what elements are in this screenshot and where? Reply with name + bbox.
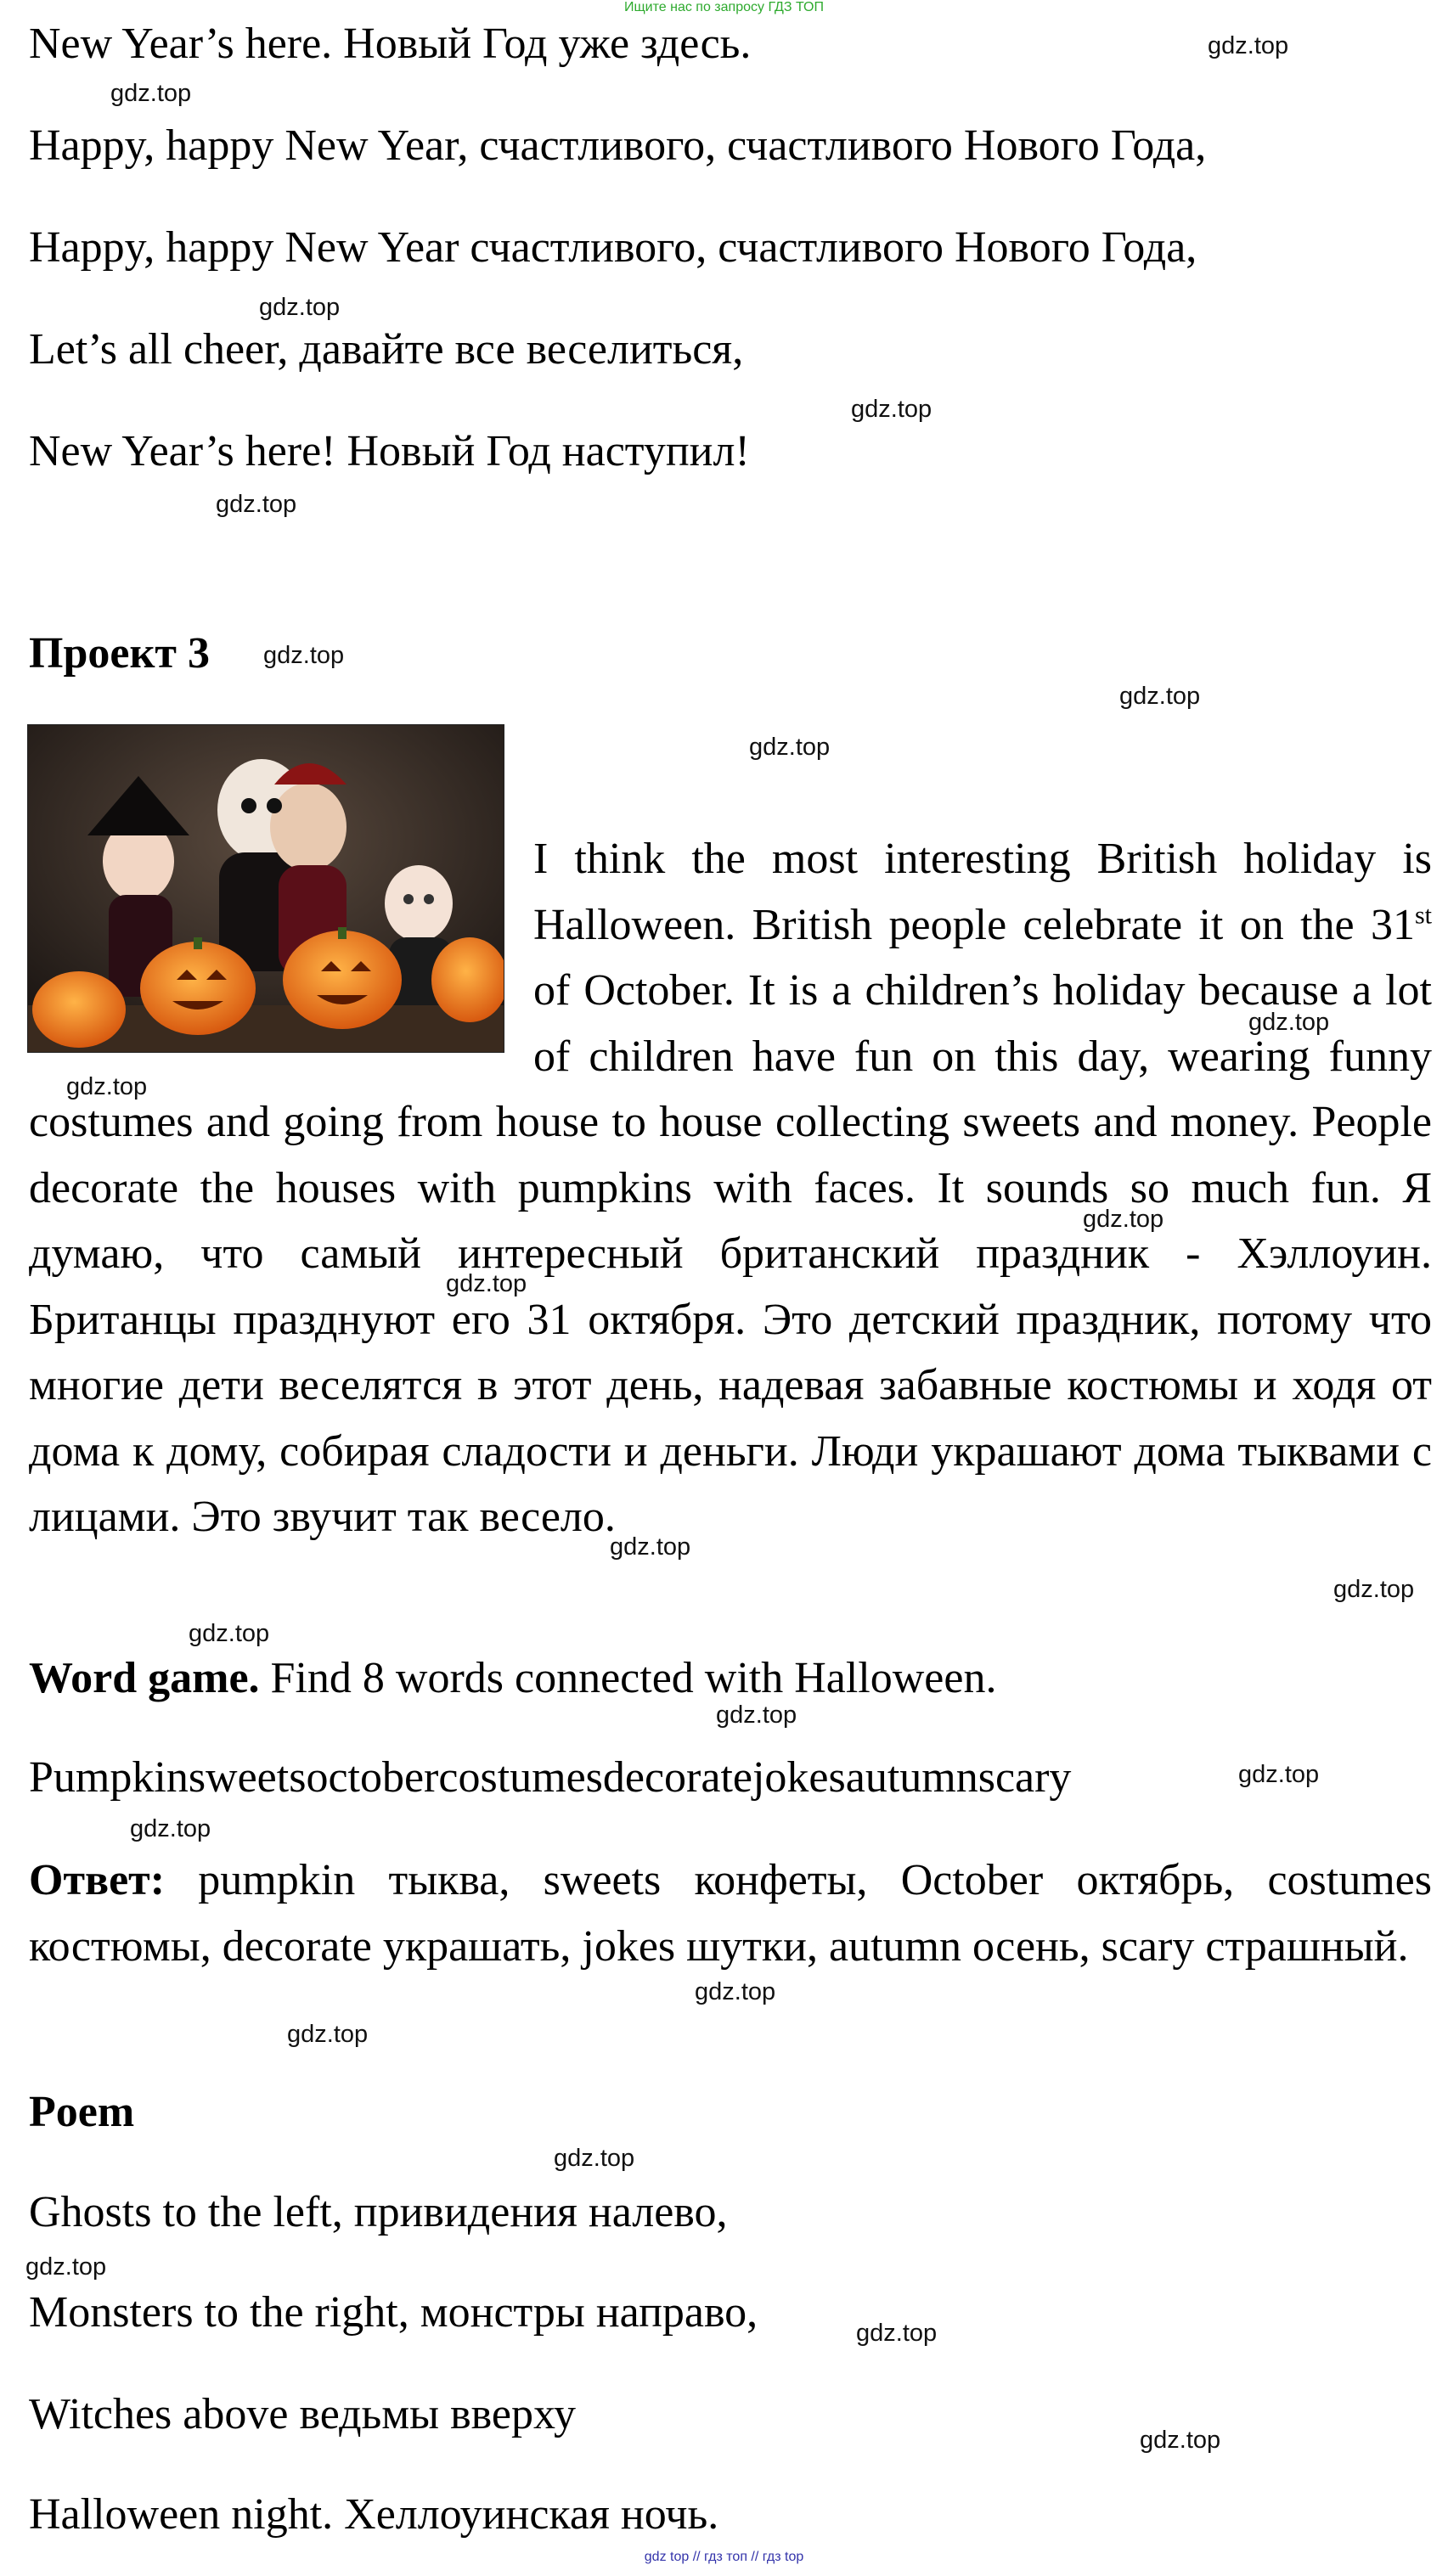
watermark: gdz.top bbox=[25, 2253, 107, 2281]
word-game-task: Find 8 words connected with Halloween. bbox=[259, 1654, 997, 1702]
watermark: gdz.top bbox=[1083, 1206, 1164, 1233]
watermark: gdz.top bbox=[749, 734, 831, 761]
song-line-2: Happy, happy New Year, счастливого, счастливого Нового Года, bbox=[29, 121, 1207, 170]
song-line-3: Happy, happy New Year счастливого, счастливого Нового Года, bbox=[29, 223, 1197, 272]
watermark: gdz.top bbox=[66, 1073, 148, 1100]
project-heading: Проект 3 bbox=[29, 629, 210, 678]
watermark: gdz.top bbox=[695, 1978, 776, 2005]
essay-superscript: st bbox=[1414, 901, 1432, 930]
watermark: gdz.top bbox=[554, 2145, 635, 2172]
essay-text-1: I think the most interesting British holiday is Halloween. British people celebrate it on the 31 bbox=[533, 835, 1432, 949]
essay-paragraph bbox=[29, 826, 1432, 1550]
song-line-4: Let’s all cheer, давайте все веселиться, bbox=[29, 325, 744, 374]
word-game-label: Word game. bbox=[29, 1654, 260, 1702]
word-game-line bbox=[29, 1653, 996, 1704]
watermark: gdz.top bbox=[216, 491, 297, 518]
poem-line-3: Witches above ведьмы вверху bbox=[29, 2390, 577, 2438]
watermark: gdz.top bbox=[287, 2021, 369, 2048]
watermark: gdz.top bbox=[263, 642, 345, 669]
watermark: gdz.top bbox=[1333, 1576, 1415, 1603]
poem-line-4: Halloween night. Хеллоуинская ночь. bbox=[29, 2490, 719, 2539]
watermark: gdz.top bbox=[110, 80, 192, 107]
bottom-banner: gdz top // гдз топ // гдз top bbox=[644, 2550, 804, 2564]
watermark: gdz.top bbox=[446, 1270, 527, 1297]
song-line-5: New Year’s here! Новый Год наступил! bbox=[29, 427, 750, 475]
watermark: gdz.top bbox=[1208, 32, 1289, 59]
watermark: gdz.top bbox=[716, 1701, 797, 1729]
song-line-1: New Year’s here. Новый Год уже здесь. bbox=[29, 20, 752, 68]
poem-line-2: Monsters to the right, монстры направо, bbox=[29, 2288, 758, 2337]
poem-heading: Poem bbox=[29, 2088, 135, 2136]
watermark: gdz.top bbox=[610, 1533, 691, 1561]
word-game-letters: Pumpkinsweetsoctobercostumesdecoratejokesautumnscary bbox=[29, 1753, 1072, 1802]
watermark: gdz.top bbox=[259, 294, 341, 321]
watermark: gdz.top bbox=[130, 1815, 211, 1842]
answer-label: Ответ: bbox=[29, 1856, 166, 1904]
top-banner: Ищите нас по запросу ГДЗ ТОП bbox=[624, 0, 824, 14]
poem-line-1: Ghosts to the left, привидения налево, bbox=[29, 2188, 728, 2236]
watermark: gdz.top bbox=[1238, 1761, 1320, 1788]
essay-text-2: of October. It is a children’s holiday because a lot of children have fun on this day, wearing funny costumes and going from house to house collecting sweets and money. People decorate the houses with pumpkins with faces. It sounds so much fun. Я думаю, что самый интересный британский праздник - Хэллоуин. Британцы празднуют его 31 октября. Это детский праздник, потому что многие дети веселятся в этот день, надевая забавные костюмы и ходя от дома к дому, собирая сладости и деньги. Люди украшают дома тыквами с лицами. Это звучит так весело. bbox=[29, 966, 1432, 1541]
watermark: gdz.top bbox=[1140, 2427, 1221, 2454]
answer-text: pumpkin тыква, sweets конфеты, October октябрь, costumes костюмы, decorate украшать, jokes шутки, autumn осень, scary страшный. bbox=[29, 1856, 1432, 1971]
answer-paragraph bbox=[29, 1848, 1432, 1979]
watermark: gdz.top bbox=[189, 1620, 270, 1647]
watermark: gdz.top bbox=[856, 2320, 938, 2347]
watermark: gdz.top bbox=[851, 396, 932, 423]
watermark: gdz.top bbox=[1119, 683, 1201, 710]
watermark: gdz.top bbox=[1248, 1009, 1330, 1036]
